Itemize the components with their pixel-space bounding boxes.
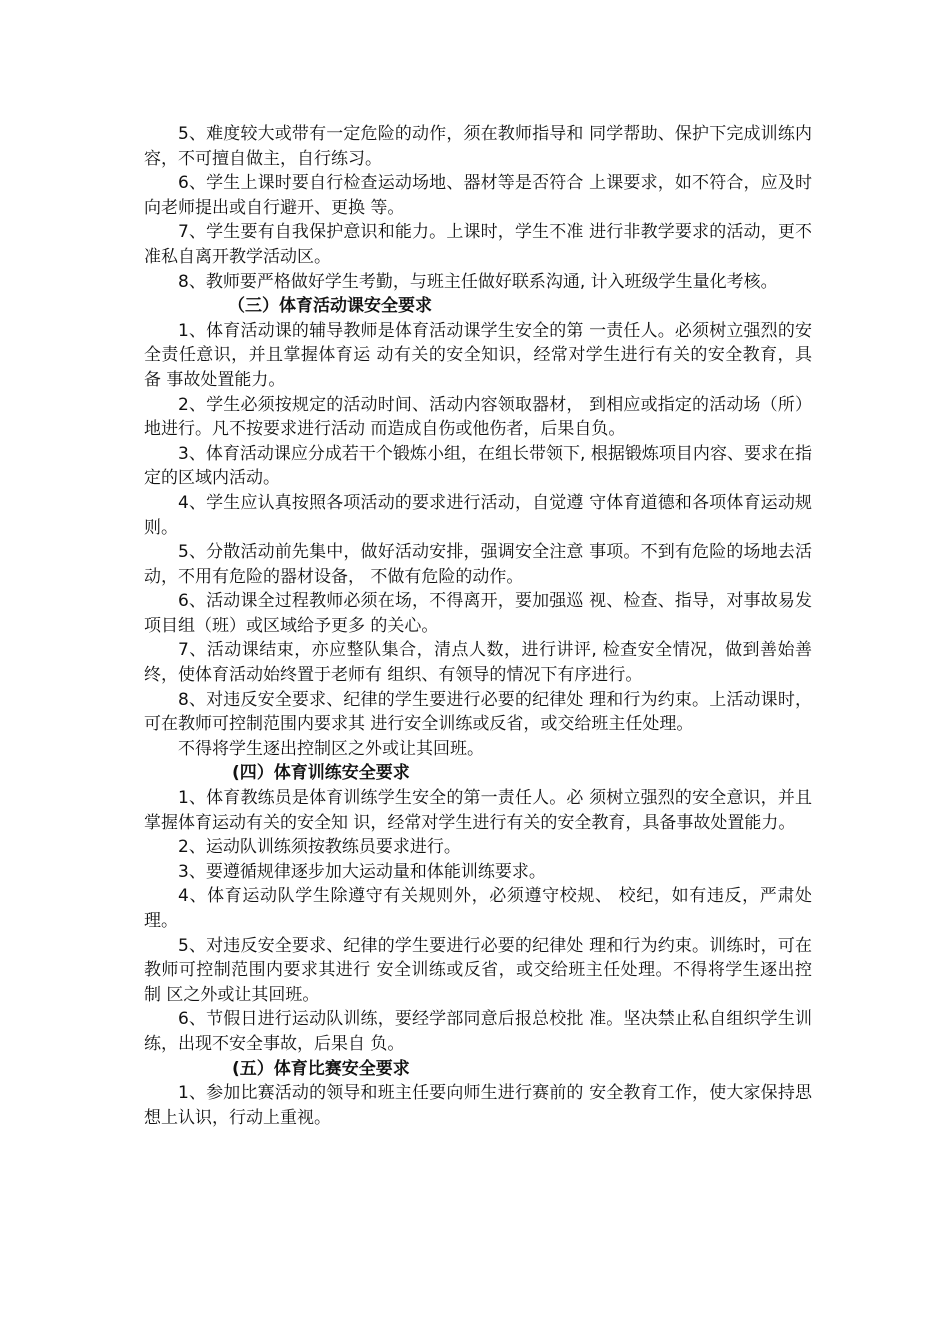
training-rule-5: 5、对违反安全要求、纪律的学生要进行必要的纪律处 理和行为约束。训练时，可在教师可控制范围内要求其进行 安全训练或反省，或交给班主任处理。不得将学生逐出控制 区之外或让其回班。 xyxy=(144,935,812,1005)
activity-rule-5: 5、分散活动前先集中，做好活动安排，强调安全注意 事项。不到有危险的场地去活动，不用有危险的器材设备， 不做有危险的动作。 xyxy=(144,542,812,587)
paragraph-item-8: 8、教师要严格做好学生考勤，与班主任做好联系沟通, 计入班级学生量化考核。 xyxy=(178,271,778,292)
activity-rule-1: 1、体育活动课的辅导教师是体育活动课学生安全的第 一责任人。必须树立强烈的安全责任意识，并且掌握体育运 动有关的安全知识，经常对学生进行有关的安全教育，具备 事故处置能力。 xyxy=(144,320,812,390)
activity-rule-2: 2、学生必须按规定的活动时间、活动内容领取器材， 到相应或指定的活动场（所）地进行。凡不按要求进行活动 而造成自伤或他伤者，后果自负。 xyxy=(144,394,812,440)
section-heading-5: (五）体育比赛安全要求 xyxy=(232,1058,410,1079)
activity-rule-note: 不得将学生逐出控制区之外或让其回班。 xyxy=(178,738,484,759)
paragraph-item-5: 5、难度较大或带有一定危险的动作，须在教师指导和 同学帮助、保护下完成训练内容，不可擅自做主，自行练习。 xyxy=(144,124,812,169)
training-rule-3: 3、要遵循规律逐步加大运动量和体能训练要求。 xyxy=(178,861,546,882)
activity-rule-7: 7、活动课结束，亦应整队集合，清点人数，进行讲评, 检查安全情况，做到善始善终，使体育活动始终置于老师有 组织、有领导的情况下有序进行。 xyxy=(144,640,812,686)
paragraph-item-6: 6、学生上课时要自行检查运动场地、器材等是否符合 上课要求，如不符合，应及时向老师提出或自行避开、更换 等。 xyxy=(144,173,812,218)
training-rule-2: 2、运动队训练须按教练员要求进行。 xyxy=(178,837,461,858)
document-page xyxy=(144,122,812,1130)
activity-rule-8: 8、对违反安全要求、纪律的学生要进行必要的纪律处 理和行为约束。上活动课时，可在教师可控制范围内要求其 进行安全训练或反省，或交给班主任处理。 xyxy=(144,689,812,735)
training-rule-1: 1、体育教练员是体育训练学生安全的第一责任人。必 须树立强烈的安全意识，并且掌握体育运动有关的安全知 识，经常对学生进行有关的安全教育，具备事故处置能力。 xyxy=(144,788,812,833)
paragraph-item-7: 7、学生要有自我保护意识和能力。上课时，学生不准 进行非教学要求的活动，更不准私自离开教学活动区。 xyxy=(144,222,812,267)
training-rule-6: 6、节假日进行运动队训练，要经学部同意后报总校批 准。坚决禁止私自组织学生训练，出现不安全事故，后果自 负。 xyxy=(144,1009,812,1054)
activity-rule-3: 3、体育活动课应分成若干个锻炼小组，在组长带领下, 根据锻炼项目内容、要求在指定的区域内活动。 xyxy=(144,443,812,489)
section-heading-4: (四）体育训练安全要求 xyxy=(232,763,410,784)
section-heading-3: （三）体育活动课安全要求 xyxy=(228,296,432,317)
competition-rule-1: 1、参加比赛活动的领导和班主任要向师生进行赛前的 安全教育工作，使大家保持思想上认识，行动上重视。 xyxy=(144,1083,812,1128)
activity-rule-6: 6、活动课全过程教师必须在场，不得离开，要加强巡 视、检查、指导，对事故易发项目组（班）或区域给予更多 的关心。 xyxy=(144,591,812,636)
activity-rule-4: 4、学生应认真按照各项活动的要求进行活动，自觉遵 守体育道德和各项体育运动规则。 xyxy=(144,492,812,538)
training-rule-4: 4、体育运动队学生除遵守有关规则外，必须遵守校规、 校纪，如有违反，严肃处理。 xyxy=(144,886,812,931)
